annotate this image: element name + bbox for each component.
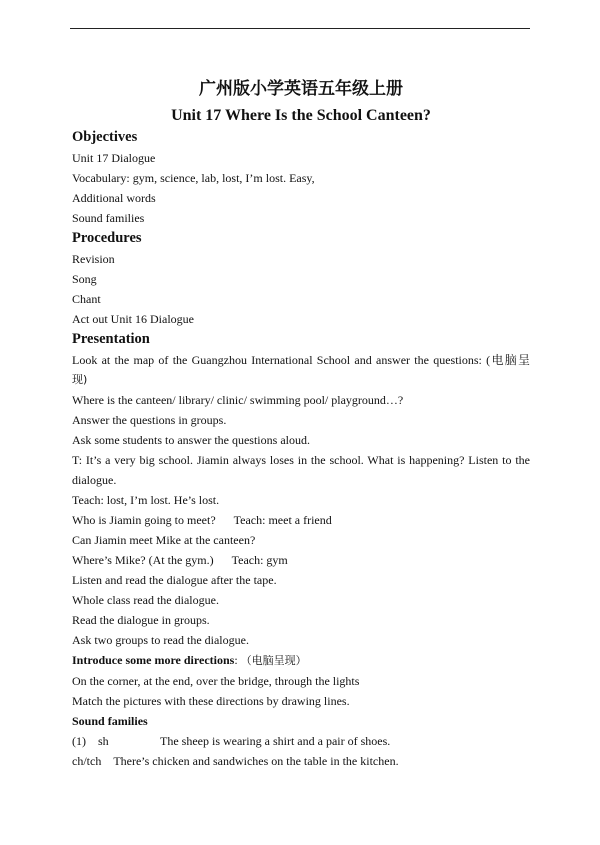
header-rule (70, 28, 530, 29)
sound-family-row (72, 731, 530, 751)
presentation-line: Ask two groups to read the dialogue. (72, 633, 249, 647)
presentation-line: Can Jiamin meet Mike at the canteen? (72, 533, 256, 547)
directions-note: （电脑呈现） (240, 654, 307, 667)
objective-item: Vocabulary: gym, science, lab, lost, I’m lost. Easy, (72, 171, 315, 185)
presentation-line: Whole class read the dialogue. (72, 593, 219, 607)
sound-families-heading: Sound families (72, 714, 148, 728)
sound-sentence: There’s chicken and sandwiches on the table in the kitchen. (113, 754, 399, 768)
teach-text: Teach: meet a friend (233, 513, 332, 527)
presentation-line: Teach: lost, I’m lost. He’s lost. (72, 493, 220, 507)
directions-colon: : (234, 653, 238, 667)
presentation-line: Look at the map of the Guangzhou International School and answer the questions: (电脑呈 (72, 353, 530, 367)
directions-heading: Introduce some more directions (72, 653, 235, 667)
objective-item: Additional words (72, 191, 156, 205)
sound-label: sh (98, 734, 109, 748)
presentation-line: Listen and read the dialogue after the tape. (72, 573, 277, 587)
presentation-line: T: It’s a very big school. Jiamin always loses in the school. What is happening? Listen to the (72, 453, 530, 467)
objectives-heading: Objectives (72, 129, 138, 145)
presentation-line (72, 510, 530, 530)
objective-item: Unit 17 Dialogue (72, 151, 156, 165)
objective-item: Sound families (72, 211, 145, 225)
sound-sentence: The sheep is wearing a shirt and a pair of shoes. (160, 734, 391, 748)
teach-text: Teach: gym (231, 553, 288, 567)
procedure-item: Revision (72, 252, 115, 266)
presentation-line (72, 550, 530, 570)
sound-family-row (72, 751, 530, 771)
procedure-item: Song (72, 272, 97, 286)
presentation-line: 现) (72, 373, 88, 386)
document-title-cn: 广州版小学英语五年级上册 (199, 79, 403, 99)
sound-label: ch/tch (72, 754, 102, 768)
document-title-en: Unit 17 Where Is the School Canteen? (171, 107, 431, 124)
procedure-item: Chant (72, 292, 101, 306)
question-text: Where’s Mike? (At the gym.) (72, 553, 214, 567)
procedures-heading: Procedures (72, 230, 142, 246)
directions-heading-line (72, 650, 530, 671)
presentation-heading: Presentation (72, 331, 150, 347)
document-body (72, 76, 530, 771)
row-number: (1) sh (72, 734, 109, 748)
presentation-line: dialogue. (72, 473, 117, 487)
presentation-line: Ask some students to answer the questions aloud. (72, 433, 310, 447)
presentation-line: Answer the questions in groups. (72, 413, 227, 427)
presentation-line: Read the dialogue in groups. (72, 613, 210, 627)
directions-line: Match the pictures with these directions by drawing lines. (72, 694, 350, 708)
procedure-item: Act out Unit 16 Dialogue (72, 312, 194, 326)
directions-line: On the corner, at the end, over the bridge, through the lights (72, 674, 360, 688)
question-text: Who is Jiamin going to meet? (72, 513, 216, 527)
presentation-line: Where is the canteen/ library/ clinic/ swimming pool/ playground…? (72, 393, 404, 407)
